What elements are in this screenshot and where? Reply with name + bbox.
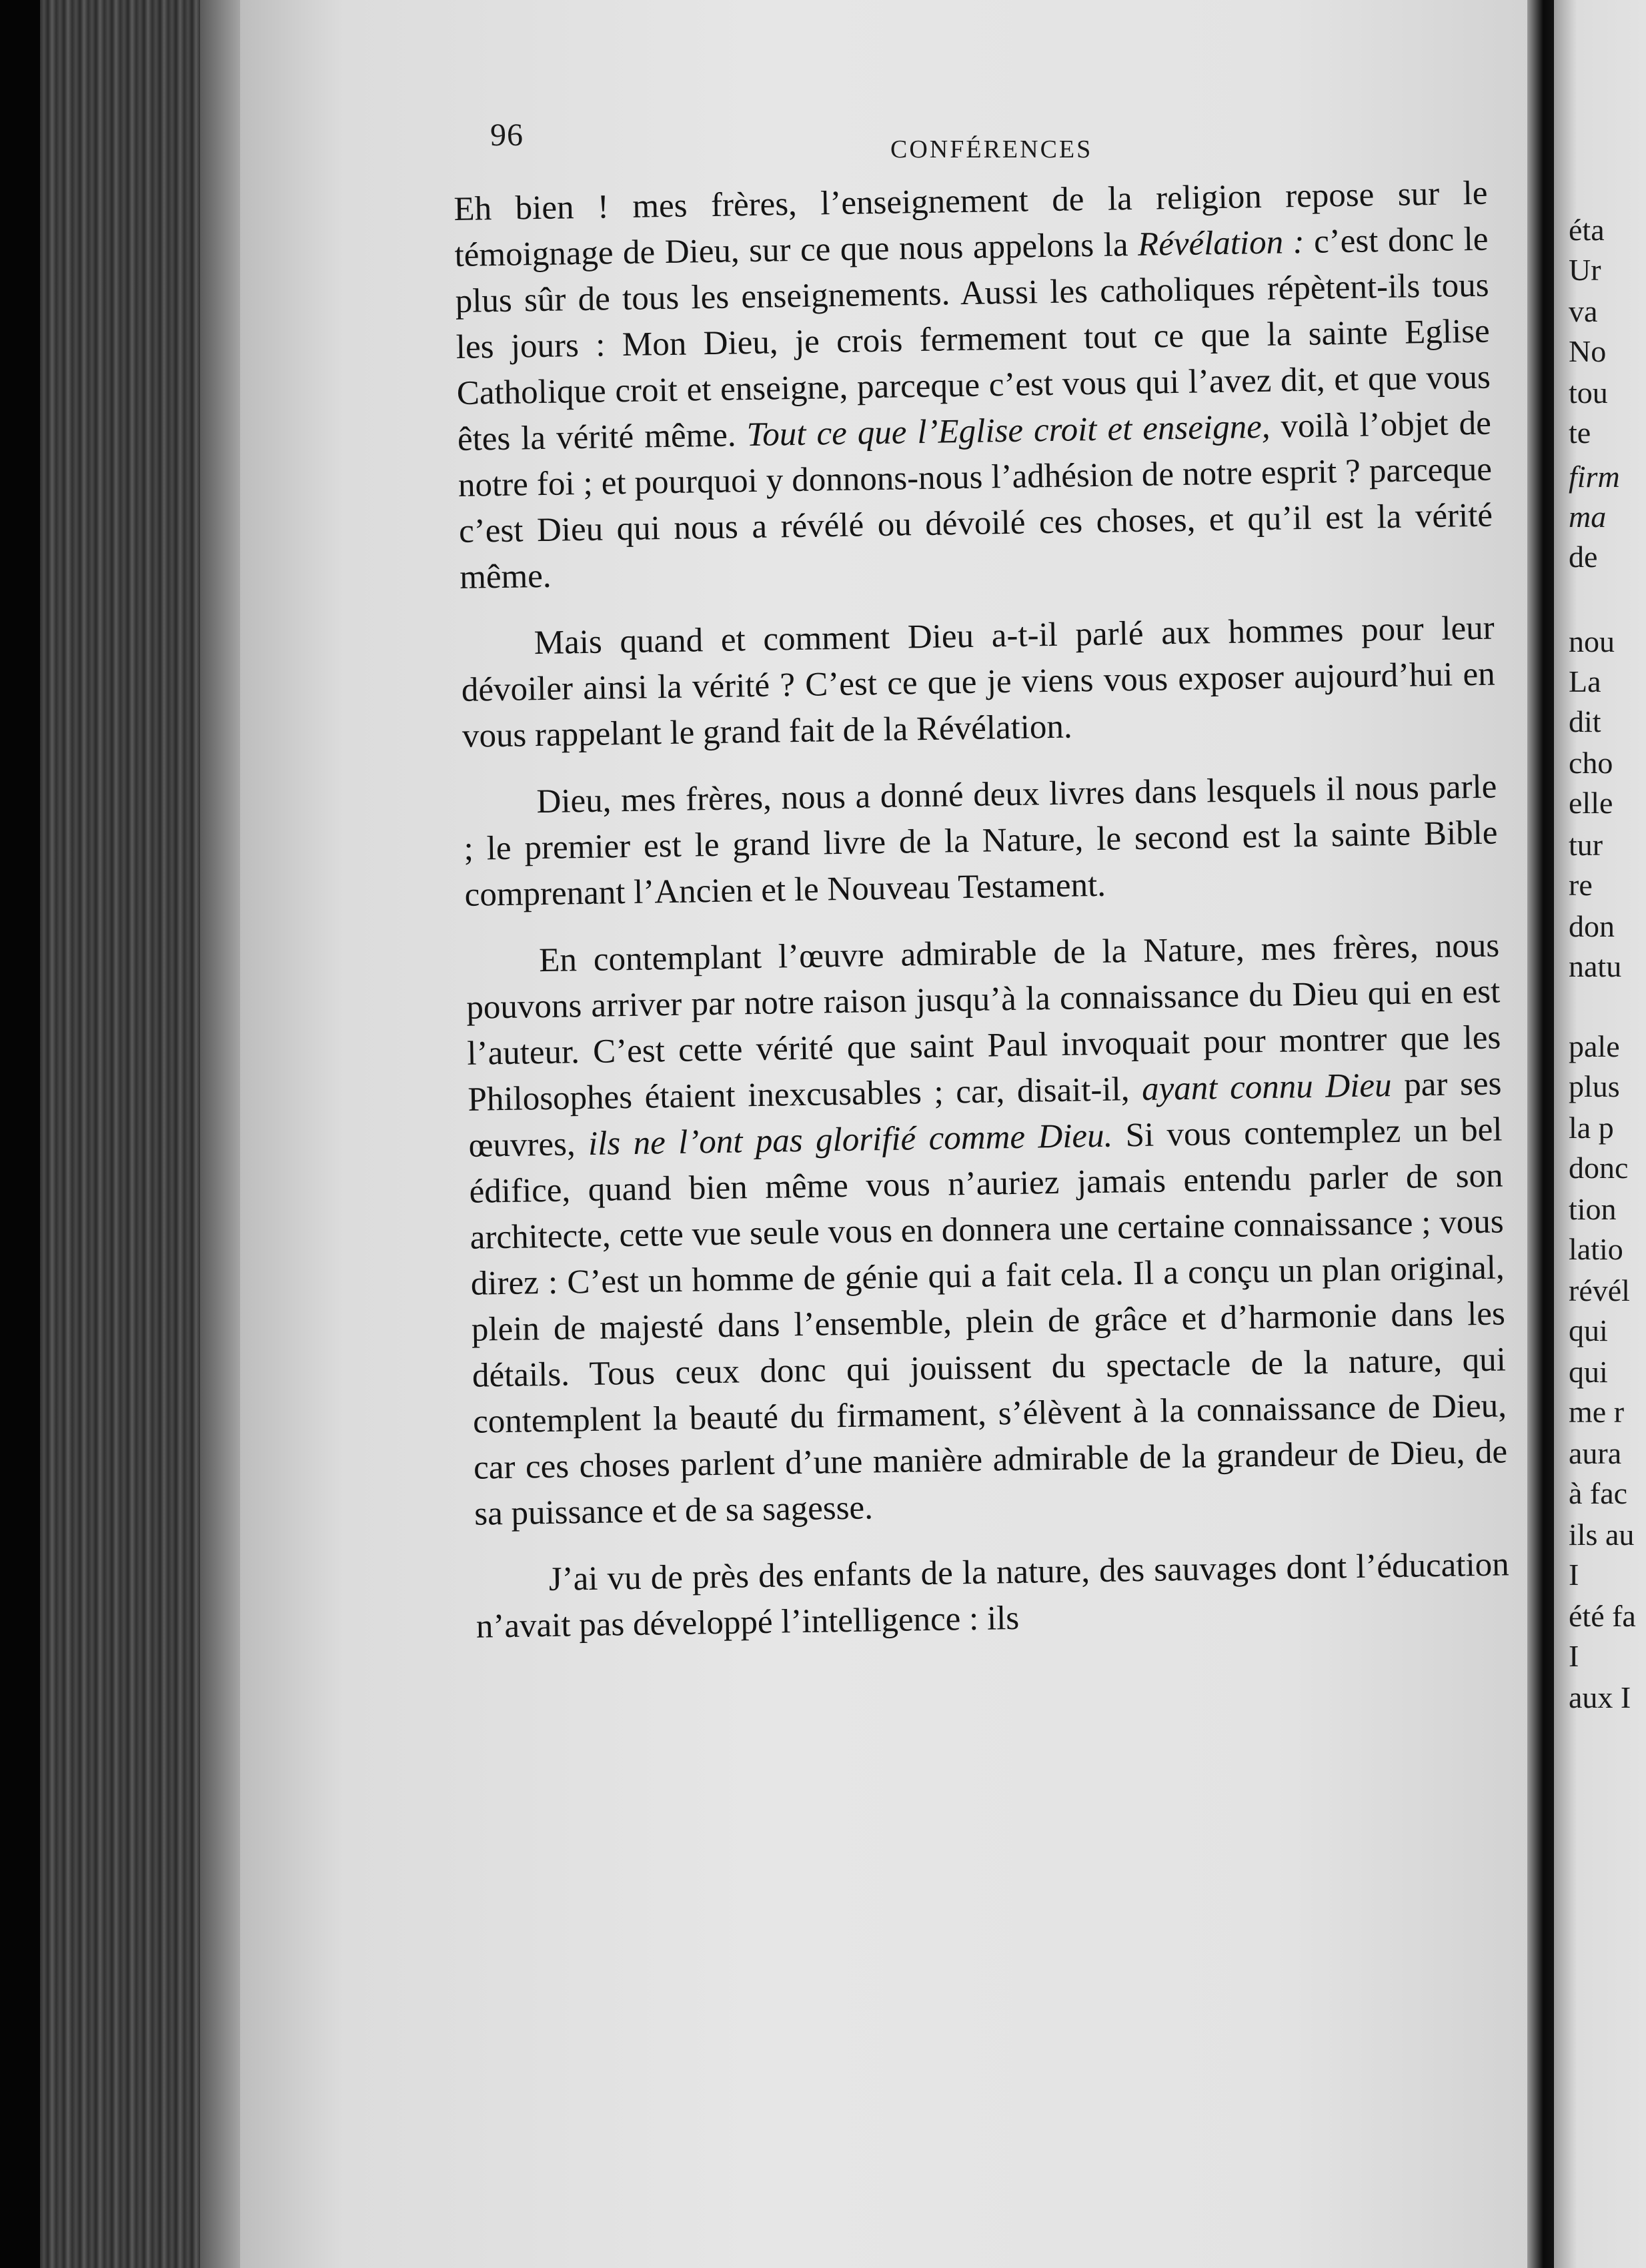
next-page-line-fragment: plus [1569,1069,1620,1103]
next-page-line-fragment: qui [1569,1313,1608,1347]
text-run: Dieu, mes frères, nous a donné deux livres dans lesquels il nous parle ; le premier est le grand livre de la Nature, le second est la sainte Bible comprenant l’Ancien et le Nouveau Testament. [464,768,1498,914]
next-page-line-fragment: me r [1569,1395,1625,1429]
next-page-line-fragment: la p [1569,1111,1614,1145]
italic-text: Tout ce que l’Eglise croit et enseigne, [746,408,1271,454]
page-body-text [454,171,1511,1671]
next-page-line-fragment: elle [1569,786,1613,820]
italic-text: ils ne l’ont pas glorifié comme Dieu. [588,1117,1113,1163]
next-page-line-fragment: tur [1569,828,1603,862]
next-page-line-fragment: à fac [1569,1476,1628,1510]
next-page-line-fragment: te [1569,416,1591,450]
next-page-line-fragment: nou [1569,624,1615,658]
text-run: Eh bien ! mes frères, l’enseignement de la religion repose sur le témoignage de Dieu, sur ce que nous appelons la [454,174,1488,274]
next-page-line-fragment: donc [1569,1151,1629,1185]
next-page-line-fragment: Ur [1569,253,1601,287]
next-page-line-fragment: natu [1569,949,1622,983]
next-page-line-fragment: de [1569,540,1598,574]
paragraph [454,171,1494,601]
next-page-line-fragment: tion [1569,1192,1617,1226]
next-page-line-fragment: re [1569,868,1593,902]
italic-text: ayant connu Dieu [1141,1067,1392,1108]
next-page-line-fragment: latio [1569,1232,1623,1266]
paragraph [466,923,1509,1538]
running-head: CONFÉRENCES [890,135,1093,163]
next-page-line-fragment: No [1569,334,1607,368]
next-page-line-fragment: qui [1569,1355,1608,1389]
next-page-line-fragment: I [1569,1558,1579,1592]
next-page-line-fragment: ils au [1569,1518,1635,1552]
next-page-line-fragment: cho [1569,746,1613,780]
next-page-line-fragment: éta [1569,213,1605,247]
text-run: Mais quand et comment Dieu a-t-il parlé aux hommes pour leur dévoiler ainsi la vérité ? C’est ce que je viens vous exposer aujourd’hui en vous rappelant le grand fait de la Révélation. [461,609,1496,755]
paragraph [475,1542,1510,1650]
next-page-line-fragment: dit [1569,704,1601,738]
next-page-line-fragment: I [1569,1639,1579,1673]
book-gutter [1527,0,1554,2268]
page-number: 96 [490,117,524,153]
next-page-line-fragment: La [1569,664,1601,698]
text-run: voilà l’objet de notre foi ; et pourquoi y donnons-nous l’adhésion de notre esprit ? parceque c’est Dieu qui nous a révélé ou dévoilé ces choses, et qu’il est la vérité même. [458,404,1493,596]
paragraph [463,764,1499,919]
text-run: En contemplant l’œuvre admirable de la Nature, mes frères, nous pouvons arriver par notre raison jusqu’à la connaissance du Dieu qui en est l’auteur. C’est cette vérité que saint Paul invoquait pour montrer que les Philosophes étaient inexcusables ; car, disait-il, [466,927,1501,1119]
next-page-line-fragment: va [1569,294,1598,328]
next-page-line-fragment: pale [1569,1029,1620,1063]
next-page-line-fragment: été fa [1569,1599,1636,1633]
text-run: Si vous contemplez un bel édifice, quand bien même vous n’auriez jamais entendu parler de son architecte, cette vue seule vous en donnera une certaine connaissance ; vous direz : C’est un homme de génie qui a fait cela. Il a conçu un plan original, plein de majesté dans l’ensemble, plein de grâce et d’harmonie dans les détails. Tous ceux donc qui jouissent du spectacle de la nature, qui contemplent la beauté du firmament, s’élèvent à la connaissance de Dieu, car ces choses parlent d’une manière admirable de la grandeur de Dieu, de sa puissance et de sa sagesse. [469,1111,1508,1533]
next-page-line-fragment: ma [1569,500,1607,534]
text-run: par ses œuvres, [468,1065,1502,1165]
next-page-line-fragment: tou [1569,376,1608,410]
next-page-line-fragment: firm [1569,460,1620,494]
right-page-fragment [1554,0,1646,2268]
next-page-line-fragment: aux I [1569,1680,1631,1714]
paragraph [460,606,1496,760]
text-run: c’est donc le plus sûr de tous les enseignements. Aussi les catholiques répètent-ils tous les jours : Mon Dieu, je crois fermement tout ce que la sainte Eglise Catholique croit et enseigne, parceque c’est vous qui l’avez dit, et que vous êtes la vérité même. [455,220,1491,458]
next-page-line-fragment: don [1569,909,1615,943]
next-page-line-fragment: révél [1569,1273,1630,1307]
italic-text: Révélation : [1137,223,1305,263]
text-run: J’ai vu de près des enfants de la nature, des sauvages dont l’éducation n’avait pas développé l’intelligence : ils [476,1546,1510,1646]
next-page-line-fragment: aura [1569,1436,1622,1470]
